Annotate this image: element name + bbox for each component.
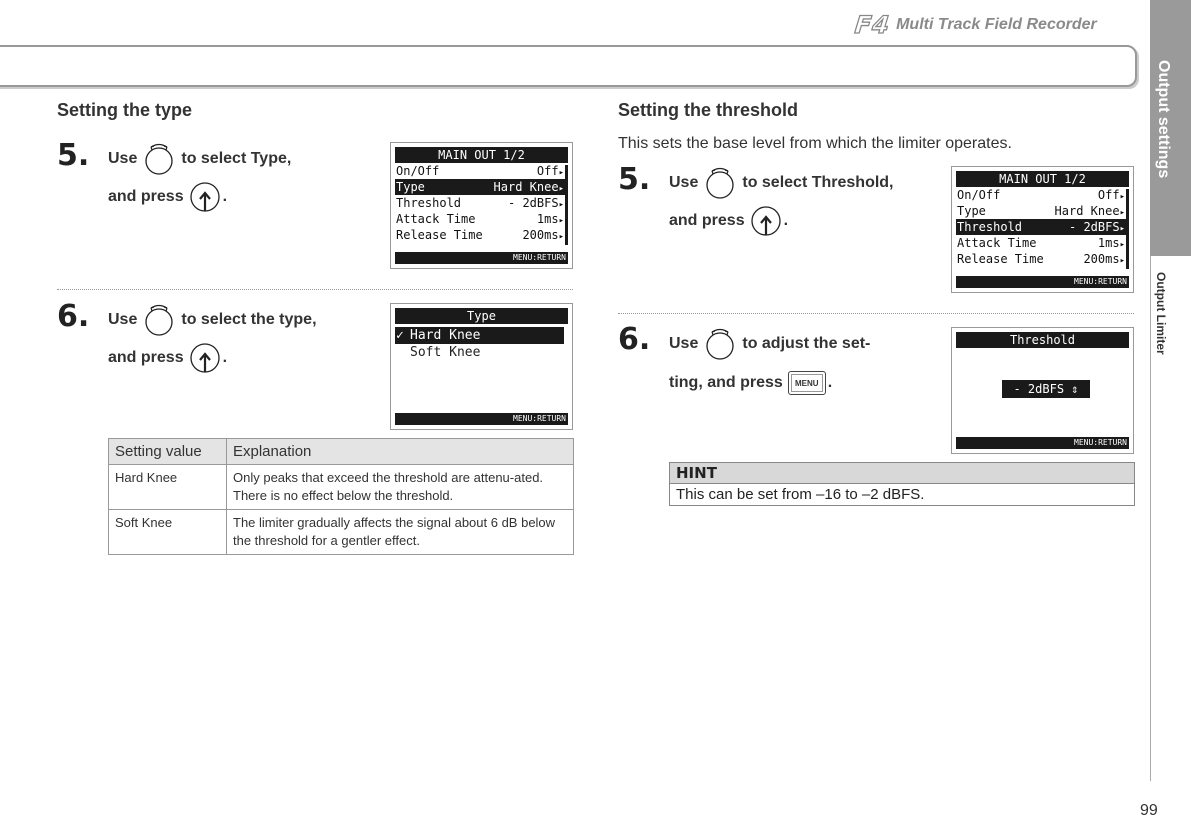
table-row [109,510,574,555]
dial-icon [142,303,176,337]
right-step6-text-d: . [827,374,833,391]
subsection-label: Output Limiter [1154,272,1168,355]
screen-title: MAIN OUT 1/2 [956,171,1129,187]
push-dial-icon [750,205,782,237]
left-step5-number: 5. [57,138,90,173]
screen-option-hard-knee: ✓ Hard Knee [395,327,564,344]
left-step5-text-a: Use [108,150,138,167]
dial-icon [703,327,737,361]
screen-row-attack: Attack Time 1ms ▸ [395,211,568,227]
left-step5-line1 [108,142,291,176]
page-number: 99 [1140,802,1158,819]
screen-scrollbar [1126,189,1129,269]
right-step5-number: 5. [618,162,651,197]
screen-row-type: Type Hard Knee ▸ [395,179,568,195]
page-banner [0,45,1137,87]
brand-header [855,12,1135,38]
section-tab-label: Output settings [1155,60,1172,179]
section-tab [1150,0,1191,256]
dial-icon [703,166,737,200]
screen-footer: MENU:RETURN [956,276,1129,288]
table-cell: Soft Knee [109,510,227,555]
screen-title: Threshold [956,332,1129,348]
left-divider [57,289,573,290]
right-main-out-screen [951,166,1134,293]
screen-row-type: Type Hard Knee ▸ [956,203,1129,219]
screen-row-threshold: Threshold - 2dBFS ▸ [395,195,568,211]
screen-row-threshold: Threshold - 2dBFS ▸ [956,219,1129,235]
left-main-out-screen [390,142,573,269]
left-step6-text-a: Use [108,311,138,328]
left-heading: Setting the type [57,100,193,120]
screen-row-release: Release Time 200ms ▸ [395,227,568,243]
right-step6-text-c: ting, and press [669,374,783,391]
right-step5-text-c: and press [669,212,745,229]
right-step6-line2 [669,371,832,395]
right-step6-line1 [669,327,870,361]
right-step6-text-b: to adjust the set- [742,335,871,352]
screen-footer: MENU:RETURN [395,252,568,264]
left-step6-text-d: . [222,349,228,366]
right-heading: Setting the threshold [618,100,798,120]
right-intro: This sets the base level from which the limiter operates. [618,135,1012,152]
left-step6-line1 [108,303,317,337]
table-header: Explanation [227,439,574,465]
dial-icon [142,142,176,176]
right-step5-line2 [669,205,788,237]
screen-footer: MENU:RETURN [956,437,1129,449]
f4-logo: F4 [853,11,892,39]
right-step5-line1 [669,166,894,200]
left-step6-text-b: to select the type, [181,311,317,328]
table-header: Setting value [109,439,227,465]
left-step6-number: 6. [57,299,90,334]
table-cell: Hard Knee [109,465,227,510]
push-dial-icon [189,342,221,374]
screen-title: Type [395,308,568,324]
menu-button-icon: MENU [788,371,826,395]
left-step6-text-c: and press [108,349,184,366]
screen-scrollbar [565,165,568,245]
table-row [109,465,574,510]
tab-divider [1150,256,1151,781]
table-header-row [109,439,574,465]
table-cell: Only peaks that exceed the threshold are attenu-ated. There is no effect below the threshold. [227,465,574,510]
screen-footer: MENU:RETURN [395,413,568,425]
right-threshold-screen [951,327,1134,454]
right-step6-text-a: Use [669,335,699,352]
screen-row-onoff: On/Off Off ▸ [956,187,1129,203]
right-divider [618,313,1134,314]
screen-row-onoff: On/Off Off ▸ [395,163,568,179]
push-dial-icon [189,181,221,213]
screen-title: MAIN OUT 1/2 [395,147,568,163]
left-step5-text-c: and press [108,188,184,205]
hint-box [669,462,1135,506]
side-tab [1150,0,1191,839]
left-type-screen [390,303,573,430]
hint-text: This can be set from –16 to –2 dBFS. [676,486,925,503]
hint-title: HINT [670,463,1134,484]
screen-row-attack: Attack Time 1ms ▸ [956,235,1129,251]
right-step5-text-d: . [783,212,789,229]
left-step5-line2 [108,181,227,213]
screen-row-release: Release Time 200ms ▸ [956,251,1129,267]
right-step6-number: 6. [618,322,651,357]
left-step6-line2 [108,342,227,374]
right-step5-text-a: Use [669,174,699,191]
threshold-value: - 2dBFS ⇕ [1002,380,1090,398]
right-step5-text-b: to select Threshold, [742,174,894,191]
left-step5-text-b: to select Type, [181,150,292,167]
table-cell: The limiter gradually affects the signal about 6 dB below the threshold for a gentler effect. [227,510,574,555]
setting-table [108,438,574,555]
left-step5-text-d: . [222,188,228,205]
brand-subtitle: Multi Track Field Recorder [896,16,1097,33]
screen-option-soft-knee: Soft Knee [410,345,481,360]
